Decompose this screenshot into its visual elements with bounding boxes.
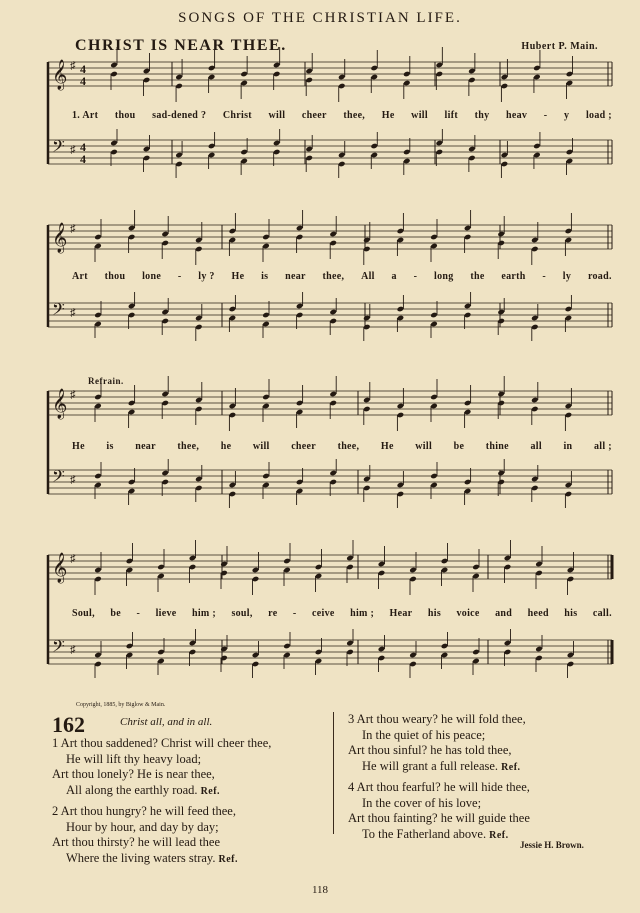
lyric-syllable: is (261, 271, 269, 282)
verse-line (348, 796, 530, 812)
lyric-syllable: sad-dened ? (152, 110, 207, 121)
lyric-line (72, 110, 612, 121)
lyric-syllable: will (252, 441, 270, 452)
lyric-syllable: all ; (593, 441, 612, 452)
lyric-syllable: is (106, 441, 114, 452)
verse-line (348, 759, 530, 776)
section-title: SONGS OF THE CHRISTIAN LIFE. (178, 10, 462, 26)
composer-credit: Hubert P. Main. (521, 41, 598, 52)
lyric-syllable: thou (114, 110, 136, 121)
verse-line (348, 780, 530, 796)
verse-stanza (348, 712, 530, 775)
lyric-syllable: load ; (585, 110, 612, 121)
lyric-syllable: him ; (191, 608, 216, 619)
bass-clef: 𝄢 (52, 299, 65, 323)
lyric-syllable: lone (142, 271, 162, 282)
verse-line (52, 835, 271, 851)
lyric-syllable: lift (444, 110, 458, 121)
lyric-syllable: near (285, 271, 306, 282)
lyric-syllable: thou (104, 271, 126, 282)
lyric-line (72, 608, 612, 619)
verse-line (52, 820, 271, 836)
lyric-syllable: re (268, 608, 278, 619)
time-signature-top: 4 (80, 140, 86, 154)
lyric-syllable: ly (562, 271, 572, 282)
lyric-syllable: him ; (350, 608, 375, 619)
key-signature-sharp: ♯ (70, 307, 76, 319)
lyric-syllable: near (135, 441, 156, 452)
verse-line-text: Hour by hour, and day by day; (66, 819, 219, 834)
hymn-number: 162 (52, 712, 85, 737)
lyric-syllable: earth (501, 271, 526, 282)
lyric-syllable: soul, (231, 608, 253, 619)
verse-line-text: In the quiet of his peace; (362, 727, 486, 742)
lyric-syllable: - (542, 271, 547, 282)
time-signature-top: 4 (80, 62, 86, 76)
refrain-marker: Ref. (197, 785, 221, 797)
lyric-syllable: ceive (312, 608, 335, 619)
verse-line (348, 728, 530, 744)
lyric-syllable: thee, (337, 441, 360, 452)
lyric-syllable: He (380, 441, 394, 452)
lyric-syllable: heed (527, 608, 549, 619)
treble-clef: 𝄞 (52, 553, 68, 583)
lyric-syllable: heav (505, 110, 528, 121)
verses-left-column (52, 736, 271, 872)
lyric-syllable: lieve (155, 608, 177, 619)
verse-line (52, 767, 271, 783)
lyric-syllable: - (136, 608, 141, 619)
lyric-syllable: all (530, 441, 542, 452)
key-signature-sharp: ♯ (70, 389, 76, 401)
lyric-syllable: in (563, 441, 573, 452)
verse-line-text: Where the living waters stray. (66, 850, 216, 865)
lyric-syllable: will (411, 110, 428, 121)
verse-line (348, 712, 530, 728)
lyric-syllable: - (177, 271, 182, 282)
lyric-syllable: thee, (322, 271, 345, 282)
lyric-syllable: his (427, 608, 442, 619)
verse-line (348, 811, 530, 827)
lyric-syllable: cheer (291, 441, 317, 452)
verse-stanza (52, 736, 271, 799)
verses-right-column (348, 712, 530, 848)
lyric-syllable: thine (485, 441, 509, 452)
lyric-syllable: - (543, 110, 548, 121)
lyric-syllable: his (564, 608, 578, 619)
treble-clef: 𝄞 (52, 389, 68, 419)
treble-clef: 𝄞 (52, 223, 68, 253)
lyric-syllable: cheer (301, 110, 327, 121)
lyric-syllable: will (268, 110, 286, 121)
lyric-syllable: road. (587, 271, 612, 282)
key-signature-sharp: ♯ (70, 60, 76, 72)
lyric-syllable: long (434, 271, 454, 282)
bass-clef: 𝄢 (52, 466, 65, 490)
verse-line-text: Art thou fainting? he will guide thee (348, 811, 530, 825)
lyric-line (72, 271, 612, 282)
lyric-syllable: ly ? (198, 271, 215, 282)
verse-line (52, 736, 271, 752)
lyric-syllable: be (110, 608, 121, 619)
verse-stanza (348, 780, 530, 843)
verse-line-text: He will lift thy heavy load; (66, 751, 202, 766)
verse-line-text: To the Fatherland above. (362, 826, 487, 841)
column-divider (333, 712, 334, 834)
verse-line (52, 752, 271, 768)
verse-line-text: 1 Art thou saddened? Christ will cheer thee, (52, 736, 272, 750)
lyric-syllable: He (381, 110, 395, 121)
time-signature-bottom: 4 (80, 152, 86, 166)
verse-line-text: All along the earthly road. (66, 782, 198, 797)
verse-line-text: Art thou sinful? he has told thee, (348, 743, 512, 757)
lyric-syllable: Art (72, 271, 88, 282)
hymn-title: CHRIST IS NEAR THEE. (75, 37, 287, 54)
lyric-syllable: Hear (389, 608, 413, 619)
lyric-syllable: He (231, 271, 245, 282)
lyric-syllable: thy (474, 110, 490, 121)
lyric-syllable: He (72, 441, 85, 452)
key-signature-sharp: ♯ (70, 474, 76, 486)
verse-line (348, 743, 530, 759)
lyric-syllable: - (292, 608, 297, 619)
refrain-marker: Ref. (498, 761, 521, 773)
verse-line-text: Art thou thirsty? he will lead thee (52, 835, 221, 849)
key-signature-sharp: ♯ (70, 553, 76, 565)
verse-line-text: He will grant a full release. (362, 758, 499, 773)
lyric-syllable: a (391, 271, 397, 282)
hymn-subtitle: Christ all, and in all. (120, 716, 213, 728)
refrain-marker: Ref. (486, 829, 509, 841)
copyright-notice: Copyright, 1885, by Biglow & Main. (76, 702, 166, 708)
lyric-syllable: All (361, 271, 375, 282)
lyric-line (72, 441, 612, 452)
lyric-syllable: y (564, 110, 570, 121)
key-signature-sharp: ♯ (70, 144, 76, 156)
lyric-syllable: be (453, 441, 465, 452)
verse-line (52, 783, 271, 800)
lyric-syllable: thee, (343, 110, 366, 121)
lyric-syllable: will (415, 441, 433, 452)
page-number: 118 (311, 884, 329, 896)
author-credit: Jessie H. Brown. (520, 840, 584, 850)
lyric-syllable: and (495, 608, 513, 619)
lyric-syllable: the (470, 271, 485, 282)
lyric-syllable: he (220, 441, 232, 452)
time-signature-bottom: 4 (80, 74, 86, 88)
verse-line-text: 2 Art thou hungry? he will feed thee, (52, 804, 236, 818)
treble-clef: 𝄞 (52, 60, 68, 90)
lyric-syllable: voice (456, 608, 480, 619)
key-signature-sharp: ♯ (70, 644, 76, 656)
verse-line-text: In the cover of his love; (362, 795, 482, 810)
key-signature-sharp: ♯ (70, 223, 76, 235)
verse-line-text: 3 Art thou weary? he will fold thee, (348, 712, 526, 726)
verse-line (52, 804, 271, 820)
lyric-syllable: call. (592, 608, 612, 619)
lyric-syllable: - (413, 271, 418, 282)
verse-stanza (52, 804, 271, 867)
verse-line (52, 851, 271, 868)
verse-line (348, 827, 530, 844)
lyric-syllable: Soul, (72, 608, 95, 619)
lyric-syllable: 1. Art (72, 110, 99, 121)
refrain-label: Refrain. (88, 376, 124, 386)
bass-clef: 𝄢 (52, 136, 65, 160)
bass-clef: 𝄢 (52, 636, 65, 660)
verse-line-text: 4 Art thou fearful? he will hide thee, (348, 780, 530, 794)
lyric-syllable: Christ (222, 110, 252, 121)
verse-line-text: Art thou lonely? He is near thee, (52, 767, 215, 781)
lyric-syllable: thee, (177, 441, 200, 452)
refrain-marker: Ref. (215, 853, 238, 865)
